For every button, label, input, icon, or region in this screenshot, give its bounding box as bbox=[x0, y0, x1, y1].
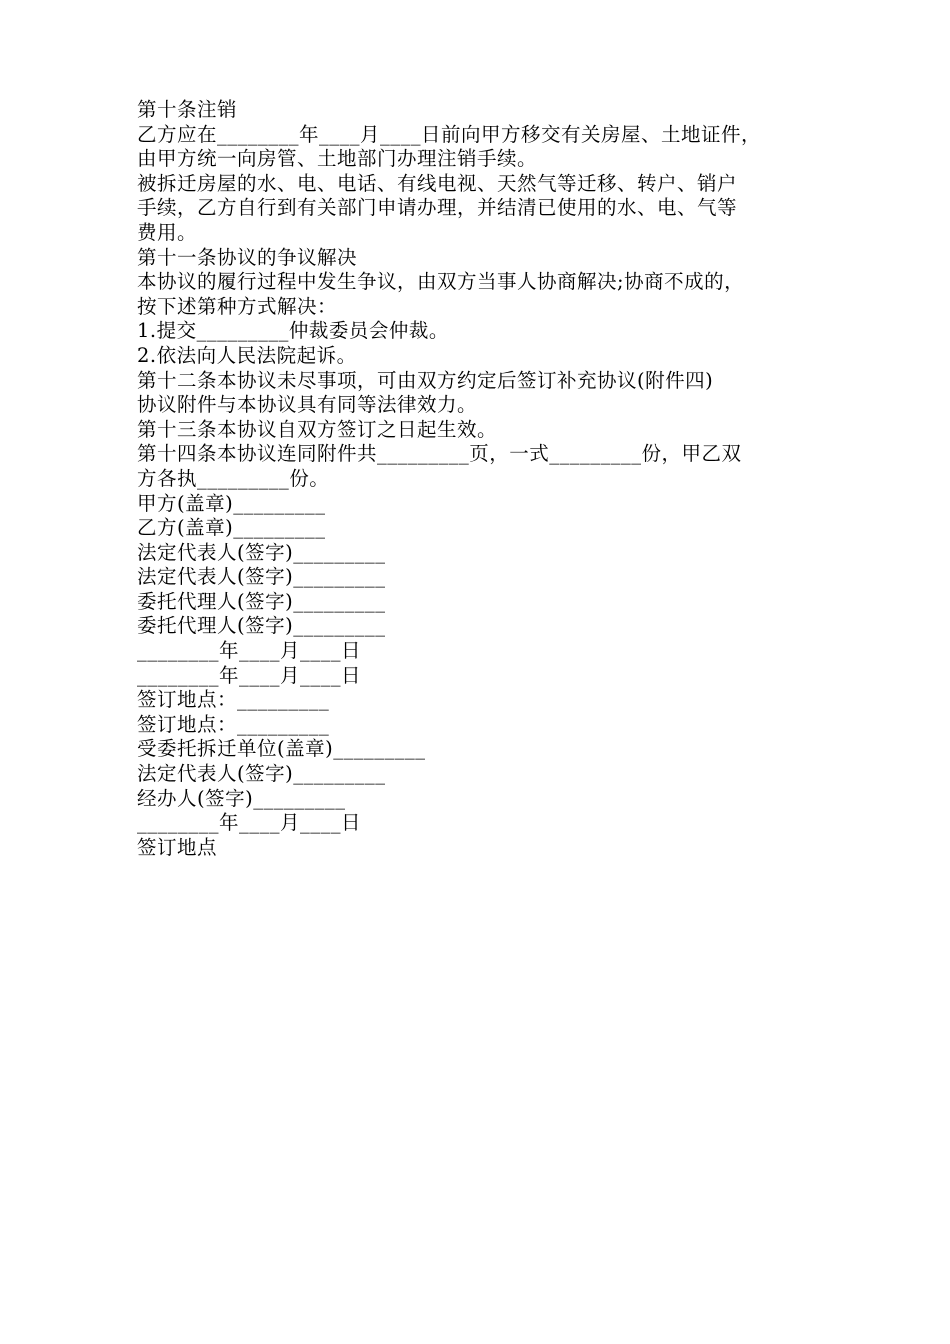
date-field: ________年____月____日 bbox=[137, 663, 362, 687]
date-field: ________年____月____日 bbox=[137, 811, 362, 835]
signature-field: 委托代理人(签字)_________ bbox=[137, 614, 386, 638]
date-field: ________年____月____日 bbox=[137, 639, 362, 663]
paragraph-line: 按下述第种方式解决： bbox=[137, 294, 338, 318]
document-body bbox=[137, 98, 827, 860]
signing-place-field: 签订地点 bbox=[137, 835, 218, 859]
paragraph-line: 手续，乙方自行到有关部门申请办理，并结清已使用的水、电、气等 bbox=[137, 196, 738, 220]
article-11-heading: 第十一条协议的争议解决 bbox=[137, 245, 358, 269]
signing-place-field: 签订地点：_________ bbox=[137, 712, 330, 736]
paragraph-line: 方各执_________份。 bbox=[137, 466, 330, 490]
signature-field: 受委托拆迁单位(盖章)_________ bbox=[137, 737, 426, 761]
paragraph-line: 费用。 bbox=[137, 220, 198, 244]
option-item: 2.依法向人民法院起诉。 bbox=[137, 343, 357, 367]
article-14-line: 第十四条本协议连同附件共_________页，一式_________份，甲乙双 bbox=[137, 442, 742, 466]
signature-field: 法定代表人(签字)_________ bbox=[137, 540, 386, 564]
paragraph-line: 由甲方统一向房管、土地部门办理注销手续。 bbox=[137, 147, 538, 171]
paragraph-line: 被拆迁房屋的水、电、电话、有线电视、天然气等迁移、转户、销户 bbox=[137, 171, 738, 195]
article-12-line: 第十二条本协议未尽事项，可由双方约定后签订补充协议(附件四) bbox=[137, 368, 714, 392]
article-10-heading: 第十条注销 bbox=[137, 98, 238, 121]
signing-place-field: 签订地点：_________ bbox=[137, 688, 330, 712]
signature-field: 乙方(盖章)_________ bbox=[137, 516, 326, 540]
signature-field: 法定代表人(签字)_________ bbox=[137, 565, 386, 589]
signature-field: 甲方(盖章)_________ bbox=[137, 491, 326, 515]
signature-field: 法定代表人(签字)_________ bbox=[137, 762, 386, 786]
paragraph-line: 本协议的履行过程中发生争议，由双方当事人协商解决;协商不成的， bbox=[137, 270, 745, 294]
option-item: 1.提交_________仲裁委员会仲裁。 bbox=[137, 319, 449, 343]
paragraph-line: 协议附件与本协议具有同等法律效力。 bbox=[137, 393, 478, 417]
signature-field: 经办人(签字)_________ bbox=[137, 786, 346, 810]
article-13-line: 第十三条本协议自双方签订之日起生效。 bbox=[137, 417, 498, 441]
paragraph-line: 乙方应在________年____月____日前向甲方移交有关房屋、土地证件， bbox=[137, 122, 762, 146]
signature-field: 委托代理人(签字)_________ bbox=[137, 589, 386, 613]
